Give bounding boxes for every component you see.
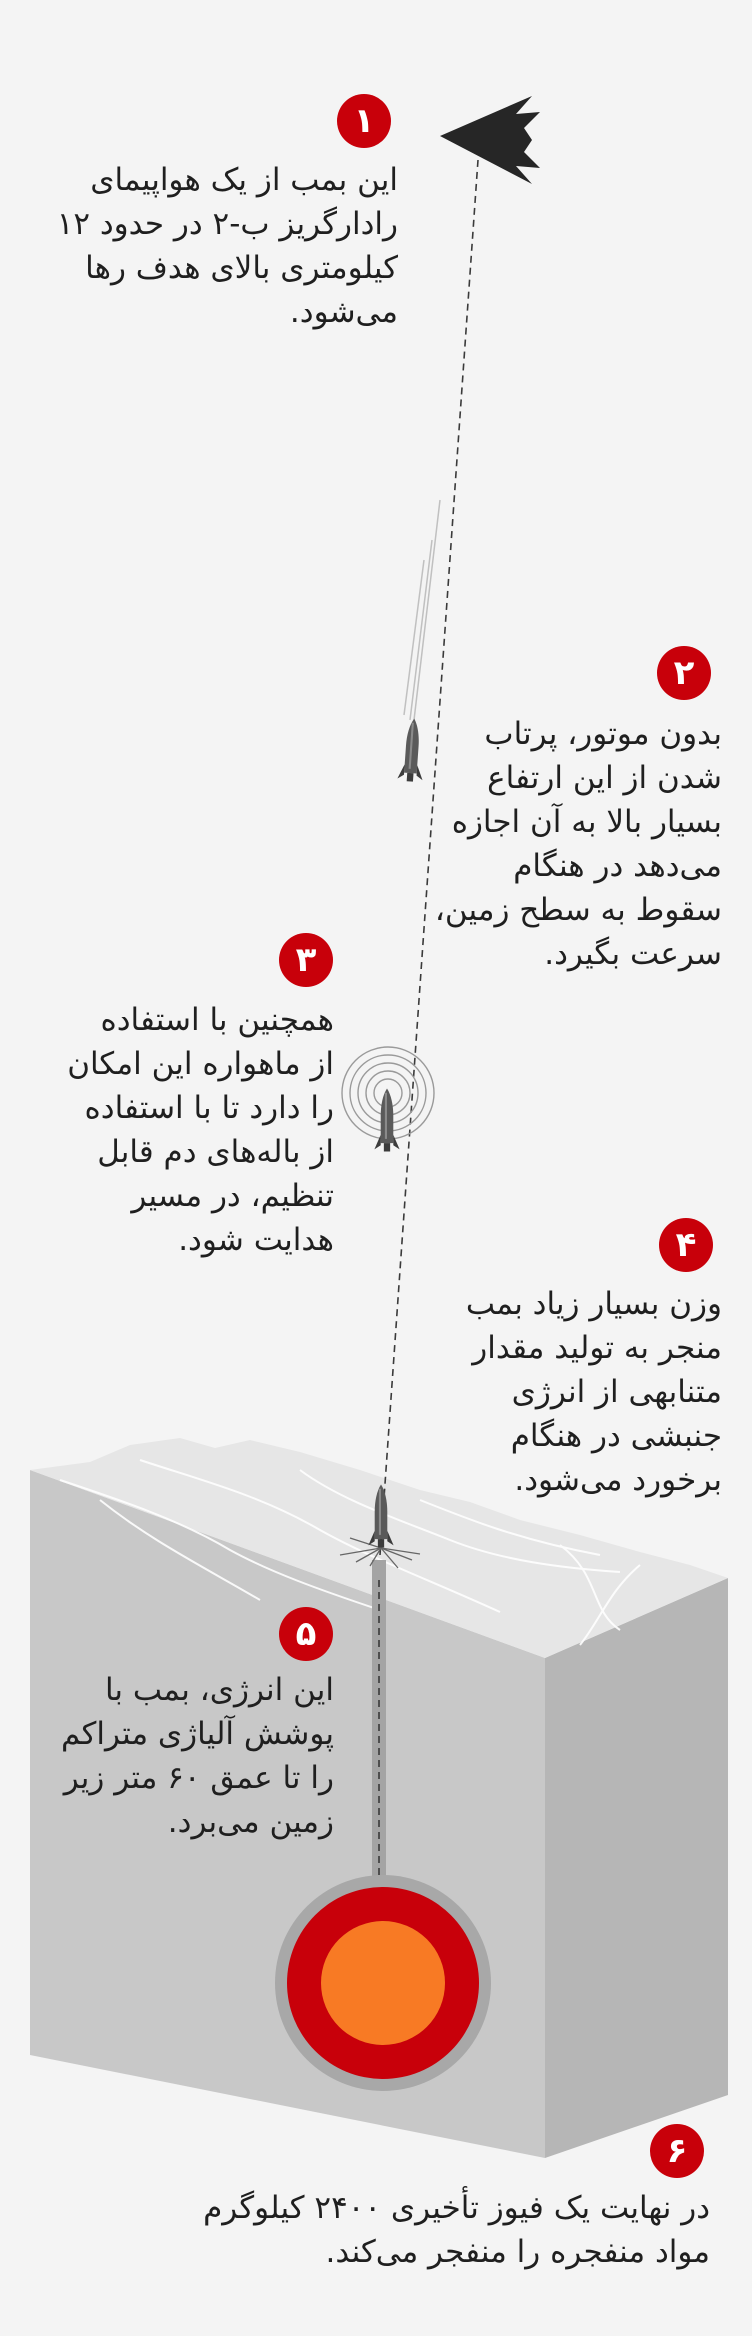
step-2-text: بدون موتور، پرتاب شدن از این ارتفاع بسیار بالا به آن اجازه می‌دهد در هنگام سقوط به سطح زمین، سرعت بگیرد. <box>434 716 722 972</box>
step-1-badge: ۱ <box>337 94 391 148</box>
step-5-text: این انرژی، بمب با پوشش آلیاژی متراکم را تا عمق ۶۰ متر زیر زمین می‌برد. <box>60 1672 334 1840</box>
step-6-text: در نهایت یک فیوز تأخیری ۲۴۰۰ کیلوگرم مواد منفجره را منفجر می‌کند. <box>203 2190 710 2270</box>
explosion-icon <box>275 1875 491 2091</box>
step-1-text: این بمب از یک هواپیمای رادارگریز ب-۲ در حدود ۱۲ کیلومتری بالای هدف رها می‌شود. <box>56 162 398 330</box>
step-4-text: وزن بسیار زیاد بمب منجر به تولید مقدار متنابهی از انرژی جنبشی در هنگام برخورد می‌شود. <box>465 1286 722 1498</box>
step-2-badge: ۲ <box>657 646 711 700</box>
b2-bomber-icon <box>440 96 540 184</box>
speed-streaks <box>404 500 440 720</box>
step-6-badge: ۶ <box>650 2124 704 2178</box>
step-5-badge: ۵ <box>279 1607 333 1661</box>
step-4-badge: ۴ <box>659 1218 713 1272</box>
step-3-text: همچنین با استفاده از ماهواره این امکان را دارد تا با استفاده از باله‌های دم قابل تنظیم، در مسیر هدایت شود. <box>67 1002 334 1258</box>
ground-side-face <box>545 1578 728 2158</box>
bomb-icon-guided <box>374 1089 399 1152</box>
step-3-badge: ۳ <box>279 933 333 987</box>
